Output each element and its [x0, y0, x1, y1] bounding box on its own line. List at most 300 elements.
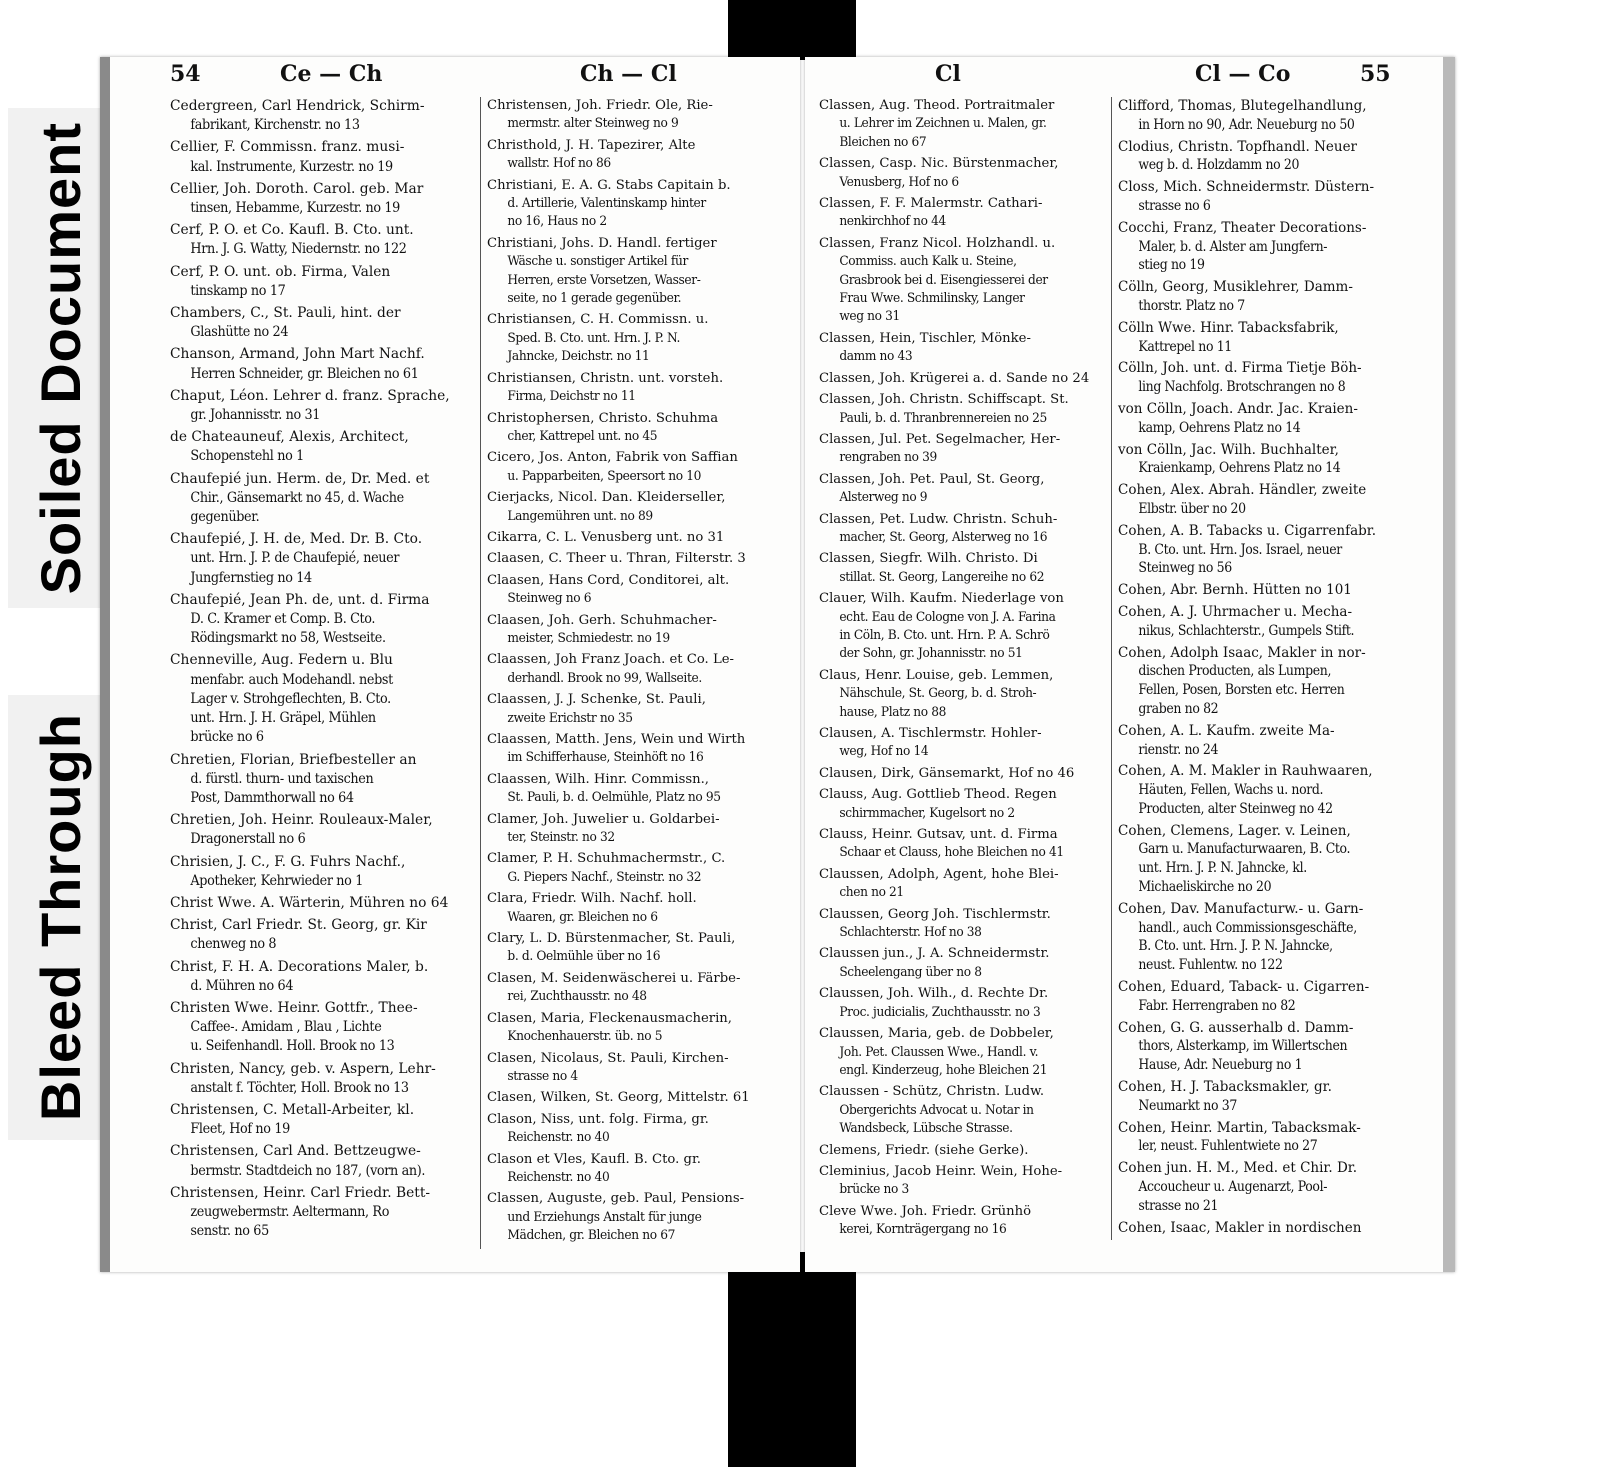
entry-line: Claasen, C. Theer u. Thran, Filterstr. 3 — [487, 551, 746, 567]
entry-line: der Sohn, gr. Johannisstr. no 51 — [839, 646, 1023, 662]
entry-line: Alsterweg no 9 — [839, 490, 928, 506]
entry-line: Cikarra, C. L. Venusberg unt. no 31 — [487, 529, 725, 545]
entry-line: graben no 82 — [1138, 700, 1219, 717]
entry-line: Cohen, H. J. Tabacksmakler, gr. — [1118, 1079, 1332, 1096]
directory-entry — [170, 958, 475, 996]
entry-line: Wandsbeck, Lübsche Strasse. — [839, 1121, 1013, 1137]
directory-entry — [487, 811, 787, 848]
entry-line: Claussen - Schütz, Christn. Ludw. — [819, 1084, 1045, 1100]
entry-line: Chir., Gänsemarkt no 45, d. Wache — [190, 489, 404, 506]
entry-line: Claassen, Wilh. Hinr. Commissn., — [487, 771, 710, 787]
entry-line: Chaufepié, J. H. de, Med. Dr. B. Cto. — [170, 531, 423, 548]
directory-entry — [170, 138, 475, 176]
entry-line: Fellen, Posen, Borsten etc. Herren — [1138, 682, 1345, 699]
entry-line: Claasen, Joh. Gerh. Schuhmacher- — [487, 612, 717, 628]
directory-entry — [1118, 1219, 1416, 1238]
entry-line: Venusberg, Hof no 6 — [839, 174, 959, 190]
entry-line: d. Mühren no 64 — [190, 977, 294, 994]
directory-entry — [170, 221, 475, 259]
directory-entry — [819, 1203, 1109, 1240]
entry-line: Cohen, Eduard, Taback- u. Cigarren- — [1118, 979, 1370, 996]
directory-entry — [819, 330, 1109, 367]
directory-entry — [487, 1151, 787, 1188]
entry-line: Obergerichts Advocat u. Notar in — [839, 1102, 1034, 1118]
right-page-column-1 — [819, 97, 1109, 1243]
right-page-column-2 — [1111, 97, 1416, 1240]
entry-line: Hause, Adr. Neueburg no 1 — [1138, 1057, 1303, 1074]
bleed-through-text: Bleed Through — [28, 713, 92, 1122]
entry-line: senstr. no 65 — [190, 1223, 269, 1240]
directory-entry — [1118, 278, 1416, 316]
entry-line: Clamer, P. H. Schuhmachermstr., C. — [487, 851, 726, 867]
directory-entry — [487, 449, 787, 486]
directory-entry — [487, 370, 787, 407]
directory-entry — [487, 691, 787, 728]
entry-line: derhandl. Brook no 99, Wallseite. — [507, 670, 702, 686]
entry-line: Clauss, Heinr. Gutsav, unt. d. Firma — [819, 827, 1058, 843]
directory-entry — [1118, 644, 1416, 719]
entry-line: u. Lehrer im Zeichnen u. Malen, gr. — [839, 116, 1047, 132]
entry-line: Frau Wwe. Schmilinsky, Langer — [839, 291, 1025, 307]
entry-line: Clasen, Nicolaus, St. Pauli, Kirchen- — [487, 1050, 729, 1066]
entry-line: Cölln, Georg, Musiklehrer, Damm- — [1118, 279, 1353, 296]
entry-line: stillat. St. Georg, Langereihe no 62 — [839, 569, 1045, 585]
entry-line: G. Piepers Nachf., Steinstr. no 32 — [507, 869, 702, 885]
entry-line: d. fürstl. thurn- und taxischen — [190, 770, 374, 787]
entry-line: Reichenstr. no 40 — [507, 1169, 610, 1185]
directory-entry — [170, 1101, 475, 1139]
directory-entry — [819, 511, 1109, 548]
entry-line: Scheelengang über no 8 — [839, 964, 982, 980]
entry-line: Producten, alter Steinweg no 42 — [1138, 800, 1333, 817]
entry-line: Cohen, Heinr. Martin, Tabacksmak- — [1118, 1119, 1361, 1136]
left-header-right: Ch — Cl — [580, 61, 677, 87]
directory-entry — [1118, 978, 1416, 1016]
directory-entry — [819, 985, 1109, 1022]
directory-entry — [170, 180, 475, 218]
entry-line: ling Nachfolg. Brotschrangen no 8 — [1138, 379, 1346, 396]
directory-entry — [819, 725, 1109, 762]
entry-line: macher, St. Georg, Alsterweg no 16 — [839, 529, 1048, 545]
directory-entry — [819, 945, 1109, 982]
entry-line: Chretien, Joh. Heinr. Rouleaux-Maler, — [170, 812, 433, 829]
directory-entry — [819, 97, 1109, 152]
directory-entry — [1118, 1078, 1416, 1116]
entry-line: thors, Alsterkamp, im Willertschen — [1138, 1038, 1348, 1055]
directory-entry — [487, 890, 787, 927]
entry-line: Cohen, Adolph Isaac, Makler in nor- — [1118, 644, 1366, 661]
entry-line: Christ, Carl Friedr. St. Georg, gr. Kir — [170, 917, 427, 934]
entry-line: Christensen, C. Metall-Arbeiter, kl. — [170, 1101, 415, 1118]
entry-line: Christensen, Joh. Friedr. Ole, Rie- — [487, 98, 713, 113]
entry-line: Claassen, J. J. Schenke, St. Pauli, — [487, 692, 706, 708]
entry-line: Hrn. J. G. Watty, Niedernstr. no 122 — [190, 241, 407, 258]
directory-entry — [170, 97, 475, 135]
entry-line: Cellier, F. Commissn. franz. musi- — [170, 139, 405, 156]
entry-line: Cohen, A. B. Tabacks u. Cigarrenfabr. — [1118, 522, 1377, 539]
directory-entry — [819, 1083, 1109, 1138]
entry-line: Classen, Casp. Nic. Bürstenmacher, — [819, 156, 1059, 172]
entry-line: Schaar et Clauss, hohe Bleichen no 41 — [839, 845, 1064, 861]
directory-entry — [819, 765, 1109, 783]
directory-entry — [487, 97, 787, 134]
soiled-document-label — [8, 108, 112, 608]
entry-line: von Cölln, Joach. Andr. Jac. Kraien- — [1118, 400, 1358, 417]
entry-line: Cedergreen, Carl Hendrick, Schirm- — [170, 98, 425, 114]
directory-entry — [1118, 481, 1416, 519]
entry-line: bermstr. Stadtdeich no 187, (vorn an). — [190, 1162, 426, 1179]
entry-line: Caffee-. Amidam , Blau , Lichte — [190, 1019, 382, 1036]
entry-line: Grasbrook bei d. Eisengiesserei der — [839, 272, 1048, 288]
left-page — [100, 57, 800, 1272]
directory-entry — [170, 530, 475, 588]
directory-entry — [487, 771, 787, 808]
directory-entry — [487, 235, 787, 309]
entry-line: Chaput, Léon. Lehrer d. franz. Sprache, — [170, 387, 450, 404]
entry-line: Christen, Nancy, geb. v. Aspern, Lehr- — [170, 1060, 436, 1077]
entry-line: Claussen, Georg Joh. Tischlermstr. — [819, 906, 1051, 922]
entry-line: Wäsche u. sonstiger Artikel für — [507, 254, 688, 270]
directory-entry — [819, 667, 1109, 722]
entry-line: seite, no 1 gerade gegenüber. — [507, 291, 682, 307]
entry-line: Chambers, C., St. Pauli, hint. der — [170, 305, 401, 322]
entry-line: Classen, F. F. Malermstr. Cathari- — [819, 196, 1043, 212]
entry-line: und Erziehungs Anstalt für junge — [507, 1209, 702, 1225]
directory-entry — [170, 811, 475, 849]
entry-line: in Horn no 90, Adr. Neueburg no 50 — [1138, 116, 1355, 133]
entry-line: St. Pauli, b. d. Oelmühle, Platz no 95 — [507, 790, 721, 806]
directory-entry — [819, 590, 1109, 664]
entry-line: Clasen, M. Seidenwäscherei u. Färbe- — [487, 970, 741, 986]
bleed-through-label — [8, 695, 112, 1140]
entry-line: Apotheker, Kehrwieder no 1 — [190, 872, 363, 889]
directory-entry — [170, 651, 475, 747]
book-spine-top — [728, 0, 856, 60]
entry-line: Classen, Hein, Tischler, Mönke- — [819, 330, 1031, 346]
directory-entry — [819, 786, 1109, 823]
directory-entry — [170, 470, 475, 528]
entry-line: Chenneville, Aug. Federn u. Blu — [170, 652, 393, 669]
entry-line: Elbstr. über no 20 — [1138, 500, 1246, 517]
directory-entry — [170, 999, 475, 1057]
directory-entry — [1118, 522, 1416, 578]
entry-line: wallstr. Hof no 86 — [507, 156, 611, 172]
directory-entry — [819, 155, 1109, 192]
directory-entry — [487, 410, 787, 447]
entry-line: engl. Kinderzeug, hohe Bleichen 21 — [839, 1062, 1048, 1078]
entry-line: Claasen, Hans Cord, Conditorei, alt. — [487, 572, 730, 588]
directory-entry — [1118, 97, 1416, 135]
entry-line: chenweg no 8 — [190, 936, 277, 953]
entry-line: Cleminius, Jacob Heinr. Wein, Hohe- — [819, 1163, 1063, 1179]
entry-line: im Schifferhause, Steinhöft no 16 — [507, 750, 704, 766]
entry-line: Cicero, Jos. Anton, Fabrik von Saffian — [487, 450, 738, 466]
directory-entry — [487, 1111, 787, 1148]
directory-entry — [1118, 603, 1416, 641]
entry-line: u. Papparbeiten, Speersort no 10 — [507, 468, 702, 484]
entry-line: Christiani, Johs. D. Handl. fertiger — [487, 235, 717, 251]
entry-line: Cohen, Dav. Manufacturw.- u. Garn- — [1118, 900, 1364, 917]
entry-line: Classen, Joh. Krügerei a. d. Sande no 24 — [819, 370, 1090, 386]
left-page-column-1 — [170, 97, 475, 1244]
entry-line: Cohen, A. J. Uhrmacher u. Mecha- — [1118, 603, 1353, 620]
entry-line: Christhold, J. H. Tapezirer, Alte — [487, 137, 696, 153]
directory-entry — [819, 550, 1109, 587]
entry-line: Kattrepel no 11 — [1138, 338, 1232, 355]
directory-entry — [487, 1050, 787, 1087]
entry-line: u. Seifenhandl. Holl. Brook no 13 — [190, 1038, 395, 1055]
entry-line: unt. Hrn. J. P. de Chaufepié, neuer — [190, 550, 400, 567]
entry-line: Cölln Wwe. Hinr. Tabacksfabrik, — [1118, 319, 1339, 336]
entry-line: ter, Steinstr. no 32 — [507, 830, 615, 846]
directory-entry — [1118, 1119, 1416, 1157]
entry-line: Post, Dammthorwall no 64 — [190, 789, 354, 806]
entry-line: strasse no 4 — [507, 1068, 578, 1084]
directory-entry — [487, 550, 787, 568]
directory-entry — [819, 195, 1109, 232]
entry-line: hause, Platz no 88 — [839, 704, 946, 720]
entry-line: weg no 31 — [839, 309, 900, 325]
directory-entry — [487, 1089, 787, 1107]
entry-line: chen no 21 — [839, 885, 904, 901]
entry-line: Häuten, Fellen, Wachs u. nord. — [1138, 782, 1324, 799]
directory-entry — [487, 177, 787, 232]
directory-entry — [170, 751, 475, 809]
directory-entry — [487, 489, 787, 526]
directory-entry — [170, 1184, 475, 1242]
entry-line: Christiani, E. A. G. Stabs Capitain b. — [487, 177, 731, 193]
directory-entry — [487, 137, 787, 174]
directory-entry — [487, 311, 787, 366]
entry-line: Waaren, gr. Bleichen no 6 — [507, 909, 658, 925]
entry-line: strasse no 6 — [1138, 197, 1211, 214]
entry-line: Clason, Niss, unt. folg. Firma, gr. — [487, 1111, 709, 1127]
directory-entry — [170, 1060, 475, 1098]
directory-entry — [1118, 138, 1416, 176]
entry-line: Nähschule, St. Georg, b. d. Stroh- — [839, 686, 1037, 702]
directory-entry — [1118, 441, 1416, 479]
entry-line: menfabr. auch Modehandl. nebst — [190, 671, 393, 688]
entry-line: rienstr. no 24 — [1138, 741, 1219, 758]
entry-line: Cohen, Clemens, Lager. v. Leinen, — [1118, 822, 1351, 839]
entry-line: Firma, Deichstr no 11 — [507, 389, 636, 405]
entry-line: handl., auch Commissionsgeschäfte, — [1138, 919, 1357, 936]
directory-entry — [170, 304, 475, 342]
directory-entry — [1118, 722, 1416, 760]
entry-line: nenkirchhof no 44 — [839, 214, 946, 230]
entry-line: Lager v. Strohgeflechten, B. Cto. — [190, 690, 391, 707]
entry-line: Steinweg no 6 — [507, 591, 592, 607]
entry-line: Knochenhauerstr. üb. no 5 — [507, 1029, 663, 1045]
left-header-left: Ce — Ch — [280, 61, 383, 87]
entry-line: Claussen jun., J. A. Schneidermstr. — [819, 946, 1050, 962]
entry-line: Classen, Jul. Pet. Segelmacher, Her- — [819, 431, 1061, 447]
entry-line: Garn u. Manufacturwaaren, B. Cto. — [1138, 841, 1351, 858]
entry-line: Kraienkamp, Oehrens Platz no 14 — [1138, 460, 1341, 477]
entry-line: Joh. Pet. Claussen Wwe., Handl. v. — [839, 1044, 1039, 1060]
entry-line: Chaufepié jun. Herm. de, Dr. Med. et — [170, 470, 430, 487]
directory-entry — [487, 1010, 787, 1047]
entry-line: Claussen, Joh. Wilh., d. Rechte Dr. — [819, 986, 1049, 1002]
entry-line: fabrikant, Kirchenstr. no 13 — [190, 117, 360, 134]
entry-line: gegenüber. — [190, 509, 260, 526]
entry-line: Chanson, Armand, John Mart Nachf. — [170, 346, 425, 363]
left-page-column-2 — [480, 97, 787, 1249]
entry-line: Herren, erste Vorsetzen, Wasser- — [507, 272, 701, 288]
entry-line: Michaeliskirche no 20 — [1138, 879, 1272, 896]
directory-entry — [487, 612, 787, 649]
entry-line: Clasen, Maria, Fleckenausmacherin, — [487, 1010, 732, 1026]
directory-entry — [170, 428, 475, 466]
entry-line: Clason et Vles, Kaufl. B. Cto. gr. — [487, 1151, 701, 1167]
entry-line: Christiansen, Christn. unt. vorsteh. — [487, 370, 724, 386]
entry-line: Bleichen no 67 — [839, 134, 927, 150]
entry-line: rengraben no 39 — [839, 450, 937, 466]
entry-line: Chrisien, J. C., F. G. Fuhrs Nachf., — [170, 853, 406, 870]
entry-line: zeugwebermstr. Aeltermann, Ro — [190, 1203, 390, 1220]
entry-line: Claassen, Matth. Jens, Wein und Wirth — [487, 732, 746, 747]
directory-entry — [170, 853, 475, 891]
entry-line: Reichenstr. no 40 — [507, 1130, 610, 1146]
entry-line: unt. Hrn. J. P. N. Jahncke, kl. — [1138, 860, 1307, 877]
entry-line: kerei, Kornträgergang no 16 — [839, 1222, 1007, 1238]
directory-entry — [170, 1142, 475, 1180]
entry-line: Pauli, b. d. Thranbrennereien no 25 — [839, 410, 1047, 426]
right-header-right: Cl — Co — [1195, 61, 1291, 87]
directory-entry — [170, 387, 475, 425]
entry-line: Claussen, Adolph, Agent, hohe Blei- — [819, 866, 1059, 882]
entry-line: Fleet, Hof no 19 — [190, 1121, 290, 1138]
directory-entry — [1118, 400, 1416, 438]
directory-entry — [1118, 762, 1416, 818]
directory-entry — [1118, 822, 1416, 897]
entry-line: Clary, L. D. Bürstenmacher, St. Pauli, — [487, 931, 736, 947]
directory-entry — [819, 1163, 1109, 1200]
directory-entry — [819, 866, 1109, 903]
directory-entry — [819, 906, 1109, 943]
directory-entry — [170, 591, 475, 649]
directory-entry — [819, 826, 1109, 863]
entry-line: anstalt f. Töchter, Holl. Brook no 13 — [190, 1079, 409, 1096]
directory-entry — [487, 731, 787, 768]
entry-line: Clamer, Joh. Juwelier u. Goldarbei- — [487, 811, 720, 827]
entry-line: Cohen, Abr. Bernh. Hütten no 101 — [1118, 582, 1352, 599]
entry-line: rei, Zuchthausstr. no 48 — [507, 989, 647, 1005]
directory-entry — [1118, 581, 1416, 600]
entry-line: Claus, Henr. Louise, geb. Lemmen, — [819, 667, 1054, 683]
entry-line: Chretien, Florian, Briefbesteller an — [170, 751, 417, 768]
entry-line: no 16, Haus no 2 — [507, 214, 607, 230]
entry-line: Clifford, Thomas, Blutegelhandlung, — [1118, 98, 1367, 114]
entry-line: echt. Eau de Cologne von J. A. Farina — [839, 609, 1056, 625]
entry-line: Christ Wwe. A. Wärterin, Mühren no 64 — [170, 894, 449, 911]
book-spine-bottom — [728, 1252, 856, 1467]
entry-line: Dragonerstall no 6 — [190, 831, 306, 848]
entry-line: von Cölln, Jac. Wilh. Buchhalter, — [1118, 441, 1339, 458]
entry-line: Classen, Joh. Pet. Paul, St. Georg, — [819, 471, 1045, 487]
directory-entry — [487, 970, 787, 1007]
entry-line: strasse no 21 — [1138, 1197, 1219, 1214]
right-header-left: Cl — [935, 61, 961, 87]
directory-entry — [1118, 359, 1416, 397]
entry-line: Maler, b. d. Alster am Jungfern- — [1138, 238, 1328, 255]
entry-line: Schlachterstr. Hof no 38 — [839, 925, 982, 941]
entry-line: brücke no 3 — [839, 1182, 909, 1198]
entry-line: gr. Johannisstr. no 31 — [190, 407, 321, 424]
entry-line: Christen Wwe. Heinr. Gottfr., Thee- — [170, 999, 418, 1016]
entry-line: Neumarkt no 37 — [1138, 1097, 1237, 1114]
entry-line: tinsen, Hebamme, Kurzestr. no 19 — [190, 200, 400, 217]
entry-line: D. C. Kramer et Comp. B. Cto. — [190, 611, 376, 628]
entry-line: d. Artillerie, Valentinskamp hinter — [507, 196, 706, 212]
entry-line: Jungfernstieg no 14 — [190, 569, 312, 586]
directory-entry — [170, 345, 475, 383]
entry-line: Cerf, P. O. et Co. Kaufl. B. Cto. unt. — [170, 222, 414, 239]
entry-line: unt. Hrn. J. H. Gräpel, Mühlen — [190, 710, 376, 727]
directory-entry — [487, 651, 787, 688]
directory-entry — [170, 263, 475, 301]
directory-entry — [487, 529, 787, 547]
entry-line: neust. Fuhlentw. no 122 — [1138, 957, 1283, 974]
directory-entry — [1118, 178, 1416, 216]
entry-line: Clausen, Dirk, Gänsemarkt, Hof no 46 — [819, 765, 1075, 781]
entry-line: tinskamp no 17 — [190, 282, 286, 299]
entry-line: Cohen, G. G. ausserhalb d. Damm- — [1118, 1019, 1354, 1036]
right-page-number: 55 — [1360, 61, 1391, 87]
directory-entry — [1118, 1159, 1416, 1215]
entry-line: Langemühren unt. no 89 — [507, 508, 653, 524]
entry-line: B. Cto. unt. Hrn. J. P. N. Jahncke, — [1138, 938, 1333, 955]
directory-entry — [1118, 900, 1416, 975]
entry-line: Christ, F. H. A. Decorations Maler, b. — [170, 958, 429, 975]
entry-line: de Chateauneuf, Alexis, Architect, — [170, 429, 409, 446]
entry-line: Christensen, Carl And. Bettzeugwe- — [170, 1143, 421, 1160]
entry-line: Christiansen, C. H. Commissn. u. — [487, 312, 709, 328]
entry-line: Clausen, A. Tischlermstr. Hohler- — [819, 726, 1042, 741]
directory-entry — [1118, 319, 1416, 357]
entry-line: Christophersen, Christo. Schuhma — [487, 410, 719, 426]
entry-line: Rödingsmarkt no 58, Westseite. — [190, 630, 386, 647]
directory-entry — [170, 916, 475, 954]
entry-line: Fabr. Herrengraben no 82 — [1138, 997, 1296, 1014]
directory-entry — [487, 572, 787, 609]
entry-line: Cohen, A. L. Kaufm. zweite Ma- — [1118, 722, 1335, 739]
entry-line: dischen Producten, als Lumpen, — [1138, 663, 1332, 680]
entry-line: Steinweg no 56 — [1138, 560, 1232, 577]
entry-line: Classen, Siegfr. Wilh. Christo. Di — [819, 551, 1038, 567]
directory-entry — [819, 235, 1109, 327]
entry-line: zweite Erichstr no 35 — [507, 710, 633, 726]
entry-line: Clemens, Friedr. (siehe Gerke). — [819, 1142, 1029, 1158]
entry-line: Clasen, Wilken, St. Georg, Mittelstr. 61 — [487, 1090, 750, 1106]
entry-line: Claassen, Joh Franz Joach. et Co. Le- — [487, 652, 734, 668]
directory-entry — [487, 850, 787, 887]
directory-entry — [487, 1190, 787, 1245]
entry-line: Claussen, Maria, geb. de Dobbeler, — [819, 1026, 1054, 1042]
entry-line: Cohen, Isaac, Makler in nordischen — [1118, 1219, 1362, 1236]
entry-line: Jahncke, Deichstr. no 11 — [507, 349, 650, 365]
directory-entry — [487, 930, 787, 967]
entry-line: meister, Schmiedestr. no 19 — [507, 630, 670, 646]
entry-line: Cellier, Joh. Doroth. Carol. geb. Mar — [170, 180, 424, 197]
entry-line: b. d. Oelmühle über no 16 — [507, 949, 661, 965]
entry-line: Cleve Wwe. Joh. Friedr. Grünhö — [819, 1203, 1032, 1219]
entry-line: thorstr. Platz no 7 — [1138, 297, 1245, 314]
entry-line: B. Cto. unt. Hrn. Jos. Israel, neuer — [1138, 541, 1342, 558]
right-page — [805, 57, 1455, 1272]
entry-line: Mädchen, gr. Bleichen no 67 — [507, 1228, 676, 1244]
entry-line: Classen, Aug. Theod. Portraitmaler — [819, 98, 1055, 113]
